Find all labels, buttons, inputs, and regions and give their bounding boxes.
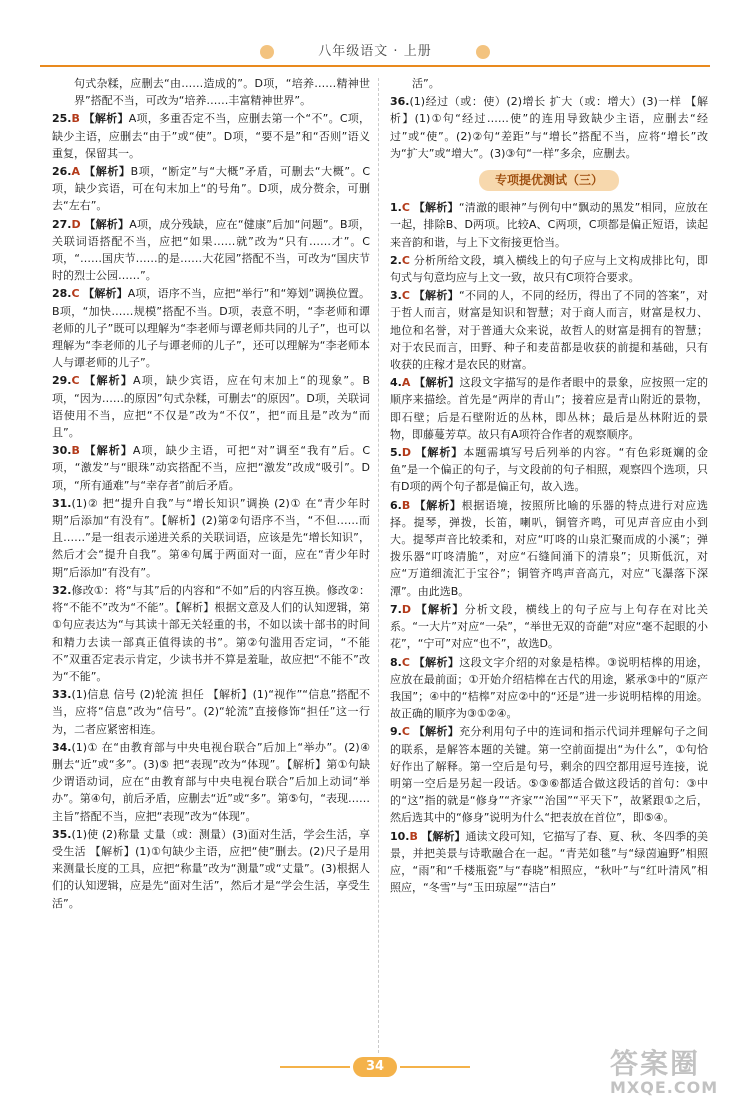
answer-letter: C — [401, 725, 410, 739]
answer-text: 修改①：将“与其”后的内容和“不如”后的内容互换。修改②：将“不能不”改为“不能”。【解析】根据文意及人们的认知逻辑，第①句应表达为“与其读十部无关轻重的书，不如以读十部书的时间和精力去读一部真正值得读的书”。第②句滥用否定词，“不能不”双重否定表示肯定，少读书并不算是羞耻，故应把“不能不”改为“不能”。 — [52, 583, 370, 683]
analysis-tag: 【 解析 】 — [85, 444, 133, 457]
analysis-tag: 【 解析 】 — [84, 165, 130, 178]
footer-rule-left — [280, 1066, 350, 1068]
answer-text: 这段文字介绍的对象是桔槔。③说明桔槔的用途，应放在最前面；①开始介绍桔槔在古代的用途，紧承③中的“原产我国”；④中的“桔槔”对应②中的“还是”进一步说明桔槔的用途。故正确的顺序为③①②④。 — [390, 655, 708, 721]
answer-text: 通读文段可知，它描写了春、夏、秋、冬四季的美景，并把美景与诗歌融合在一起。“青芜如毯”与“绿茵遍野”相照应，“雨”和“千楼瓶瓷”与“春晓”相照应，“秋叶”与“红叶清风”相照应，“冬雪”与“玉田琼屋”“洁白” — [390, 829, 709, 895]
answer-item — [52, 495, 370, 581]
question-number: 10. — [390, 829, 410, 843]
answer-text: 这段文字描写的是作者眼中的景象，应按照一定的顺序来描绘。首先是“两岸的青山”；接着应是青山附近的景物，即石壁；后是石壁附近的丛林，即丛林；最后是丛林附近的景物，即藤蔓芳草。故只有A项符合作者的观察顺序。 — [390, 376, 709, 441]
question-number: 3. — [390, 289, 402, 303]
answer-text: 活”。 — [412, 77, 440, 90]
answer-text: (1)② 把“提升自我”与“增长知识”调换 (2)① 在“青少年时期”后添加“有没有”。【解析】(2)第②句语序不当，“不但……而且……”是一组表示递进关系的关联词语，应该是先“增长知识”，然后才会“提升自我”。第④句属于两面对一面，应在“青少年时期”后添加“有没有”。 — [52, 496, 370, 579]
analysis-tag: 【 解析 】 — [414, 725, 459, 738]
answer-text: 分析所给文段，填入横线上的句子应与上文构成排比句，即句式与句意均应与上文一致，故只有C项符合要求。 — [390, 253, 708, 285]
analysis-tag: 【 解析 】 — [414, 289, 459, 302]
answer-item — [52, 582, 370, 685]
analysis-tag: 【 解析 】 — [416, 603, 465, 616]
column-divider — [378, 78, 379, 1053]
watermark-logo: 答案圈 MXQE.COM — [610, 1047, 719, 1097]
answer-item — [390, 723, 708, 826]
answer-text: “清澈的眼神”与例句中“飘动的黑发”相同，应放在一起，排除B、D两项。比较A、C两项，C项都是偏正短语，读起来音韵和谐，与上下文衔接更恰当。 — [390, 201, 709, 249]
answer-text: (1)经过（或：使）(2)增长 扩大（或：增大）(3)一样 【解析】(1)①句“经过……使”的连用导致缺少主语，应删去“经过”或“使”。(2)②句“差距”与“增长”搭配不当，应将“增长”改为“扩大”或“增大”。(3)③句“一样”多余，应删去。 — [390, 95, 708, 160]
answer-text: (1)① 在“由教育部与中央电视台联合”后加上“举办”。(2)④ 删去“近”或“多”。(3)⑤ 把“表现”改为“体现”。【解析】第①句缺少谓语动词，应在“由教育部与中央电视台联合”后加上动词“举办”。第④句，前后矛盾，应删去“近”或“多”。第⑤句，“表现……主旨”搭配不当，应把“表现”改为“体现”。 — [52, 740, 370, 823]
answer-item — [390, 93, 708, 162]
answer-item — [390, 654, 708, 723]
answer-text: A项，语序不当，应把“举行”和“筹划”调换位置。B项，“加快……规模”搭配不当。D项，表意不明，“李老师和谭老师的儿子”既可以理解为“李老师与谭老师共同的儿子”，也可以理解为“李老师的儿子与谭老师的儿子”，还可以理解为“李老师本人与谭老师的儿子”。 — [52, 287, 371, 370]
question-number: 6. — [390, 498, 402, 512]
answer-text: A项，缺少宾语，应在句末加上“的现象”。B项，“因为……的原因”句式杂糅，可删去“的原因”。D项，关联词语使用不当，应把“不仅是”改为“不仅”，把“而且是”改为“而且”。 — [52, 374, 371, 440]
answer-text: A项，成分残缺，应在“健康”后加“问题”。B项，关联词语搭配不当，应把“如果……就”改为“只有……才”。C项，“……国庆节……的是……大花园”搭配不当，可改为“国庆节时的烈士公园……”。 — [52, 217, 371, 283]
question-number: 5. — [390, 446, 402, 460]
answer-item — [390, 601, 708, 653]
analysis-tag: 【 解析 】 — [84, 374, 133, 387]
question-number: 36. — [390, 95, 410, 109]
answer-text: 根据语境，按照所比喻的乐器的特点进行对应选择。提琴，弹拨，长笛，喇叭，铜管齐鸣，可见声音应由小到大。提琴声音比较柔和，对应“叮咚的山泉汇聚而成的小溪”；弹拨乐器“叮咚清脆”，对应“石缝间涌下的清泉”；贝斯低沉，对应“万道细流汇于宝谷”；铜管齐鸣声音高亢，对应“飞瀑落下深潭”。由此选B。 — [390, 498, 709, 598]
page-header — [40, 35, 710, 67]
answer-item — [52, 110, 370, 162]
continued-text — [390, 75, 708, 92]
analysis-tag: 【 解析 】 — [414, 656, 460, 669]
answer-letter: C — [401, 289, 410, 303]
answer-text: B项，“断定”与“大概”矛盾，可删去“大概”。C项，缺少宾语，可在句末加上“的号角”。D项，成分赘余，可删去“左右”。 — [52, 165, 370, 213]
analysis-tag: 【 解析 】 — [414, 201, 459, 214]
answer-item — [390, 828, 708, 897]
answer-text: 充分利用句子中的连词和指示代词并理解句子之间的联系，是解答本题的关键。第一空前面提出“为什么”，①句恰好作出了解释。第一空后是句号，剩余的四空都用逗号连接，说明第一空后是另起一段话。⑤③⑥都适合做这段话的首句：③中的“这”指的就是“修身”“齐家”“治国”“平天下”，故紧跟①之后，然后选其中的“修身”说明为什么“把表放在首位”，即⑤④。 — [390, 725, 709, 825]
analysis-tag: 【 解析 】 — [415, 499, 462, 512]
continued-text — [52, 75, 370, 109]
answer-item — [390, 444, 708, 496]
answer-item — [390, 374, 708, 443]
footer-rule-right — [400, 1066, 470, 1068]
answer-letter: A — [401, 376, 411, 390]
answer-text: 分析文段，横线上的句子应与上句存在对比关系。“一大片”对应“一朵”，“举世无双的奇葩”对应“毫不起眼的小花”，“宁可”对应“也不”，故选D。 — [390, 602, 709, 651]
answer-letter: D — [71, 217, 81, 231]
answer-item — [390, 252, 708, 286]
answer-item — [52, 216, 370, 285]
answer-letter: C — [401, 253, 410, 267]
answer-text: A项，缺少主语，可把“对”调至“我有”后。C项，“激发”与“眼珠”动宾搭配不当，应把“激发”改成“吸引”。D项，“所有通难”与“幸存者”前后矛盾。 — [52, 444, 371, 492]
section-title: 专项提优测试（三） — [390, 170, 708, 191]
answer-text: (1)使 (2)称量 丈量（或：测量）(3)面对生活，学会生活，享受生活 【解析】(1)①句缺少主语，应把“使”删去。(2)尺子是用来测量长度的工具，应把“称量”改为“测量”或“丈量”。(3)根据人们的认知逻辑，应是先“面对生活”，然后才是“学会生活，享受生活”。 — [52, 827, 370, 910]
answer-item — [52, 442, 370, 494]
analysis-tag: 【 解析 】 — [414, 376, 459, 389]
question-number: 4. — [390, 376, 402, 390]
answer-letter: B — [71, 444, 80, 458]
left-column — [52, 75, 370, 913]
question-number: 1. — [390, 201, 402, 215]
question-number: 2. — [390, 253, 402, 267]
answer-item — [52, 686, 370, 738]
answer-letter: B — [71, 112, 80, 126]
answer-letter: A — [71, 165, 81, 179]
answer-text: (1)信息 信号 (2)轮流 担任 【解析】(1)“视作”“信息”搭配不当，应将“信息”改为“信号”。(2)“轮流”直接修饰“担任”这一行为，二者应紧密相连。 — [52, 688, 370, 736]
analysis-tag: 【 解析 】 — [84, 112, 129, 125]
answer-item — [390, 199, 708, 251]
question-number: 34. — [52, 740, 72, 754]
question-number: 9. — [390, 725, 402, 739]
analysis-tag: 【 解析 】 — [421, 830, 465, 843]
answer-letter: C — [401, 201, 410, 215]
answer-letter: C — [71, 374, 80, 388]
answer-item — [52, 739, 370, 825]
answer-text: 本题需填写号后列举的内容。“有色彩斑斓的金鱼”是一个偏正的句子，与文段前的句子相照，观察四个选项，只有D项的两个句子都是偏正句，故入选。 — [390, 446, 708, 494]
header-title: 八年级语文 · 上册 — [318, 44, 432, 59]
question-number: 8. — [390, 655, 402, 669]
right-column — [390, 75, 708, 897]
question-number: 28. — [52, 287, 72, 301]
answer-letter: D — [401, 446, 411, 460]
answer-text: A项，多重否定不当，应删去第一个“不”。C项，缺少主语，应删去“由于”或“使”。D项，“要不是”和“否则”语义重复，保留其一。 — [52, 112, 371, 160]
answer-item — [52, 163, 370, 215]
answer-text: “不同的人，不同的经历，得出了不同的答案”，对于哲人而言，财富是知识和智慧；对于商人而言，财富是权力、地位和名誉，对于普通大众来说，故哲人的财富是拥有的智慧；对于农民而言，田野、种子和麦苗都是收获的前提和基础，只有收获的庄稼才是农民的财富。 — [390, 289, 709, 372]
question-number: 27. — [52, 217, 72, 231]
analysis-tag: 【 解析 】 — [83, 287, 128, 300]
question-number: 26. — [52, 165, 72, 179]
header-dot-left — [260, 45, 274, 59]
analysis-tag: 【 解析 】 — [84, 218, 129, 231]
question-number: 31. — [52, 496, 72, 510]
answer-item — [52, 826, 370, 912]
question-number: 7. — [390, 602, 402, 616]
answer-letter: C — [401, 655, 410, 669]
question-number: 33. — [52, 688, 72, 702]
answer-letter: D — [401, 602, 411, 616]
header-dot-right — [476, 45, 490, 59]
answer-text: 句式杂糅，应删去“由……造成的”。D项，“培养……精神世界”搭配不当，可改为“培养……丰富精神世界”。 — [74, 77, 370, 108]
answer-letter: C — [71, 287, 80, 301]
question-number: 32. — [52, 583, 72, 597]
question-number: 29. — [52, 374, 72, 388]
answer-letter: B — [401, 498, 411, 512]
answer-item — [52, 372, 370, 441]
answer-item — [390, 497, 708, 600]
page-number: 34 — [353, 1057, 397, 1077]
question-number: 30. — [52, 444, 72, 458]
answer-item — [52, 285, 370, 371]
analysis-tag: 【 解析 】 — [415, 446, 463, 459]
answer-item — [390, 287, 708, 373]
question-number: 35. — [52, 827, 72, 841]
answer-letter: B — [409, 829, 418, 843]
question-number: 25. — [52, 112, 72, 126]
